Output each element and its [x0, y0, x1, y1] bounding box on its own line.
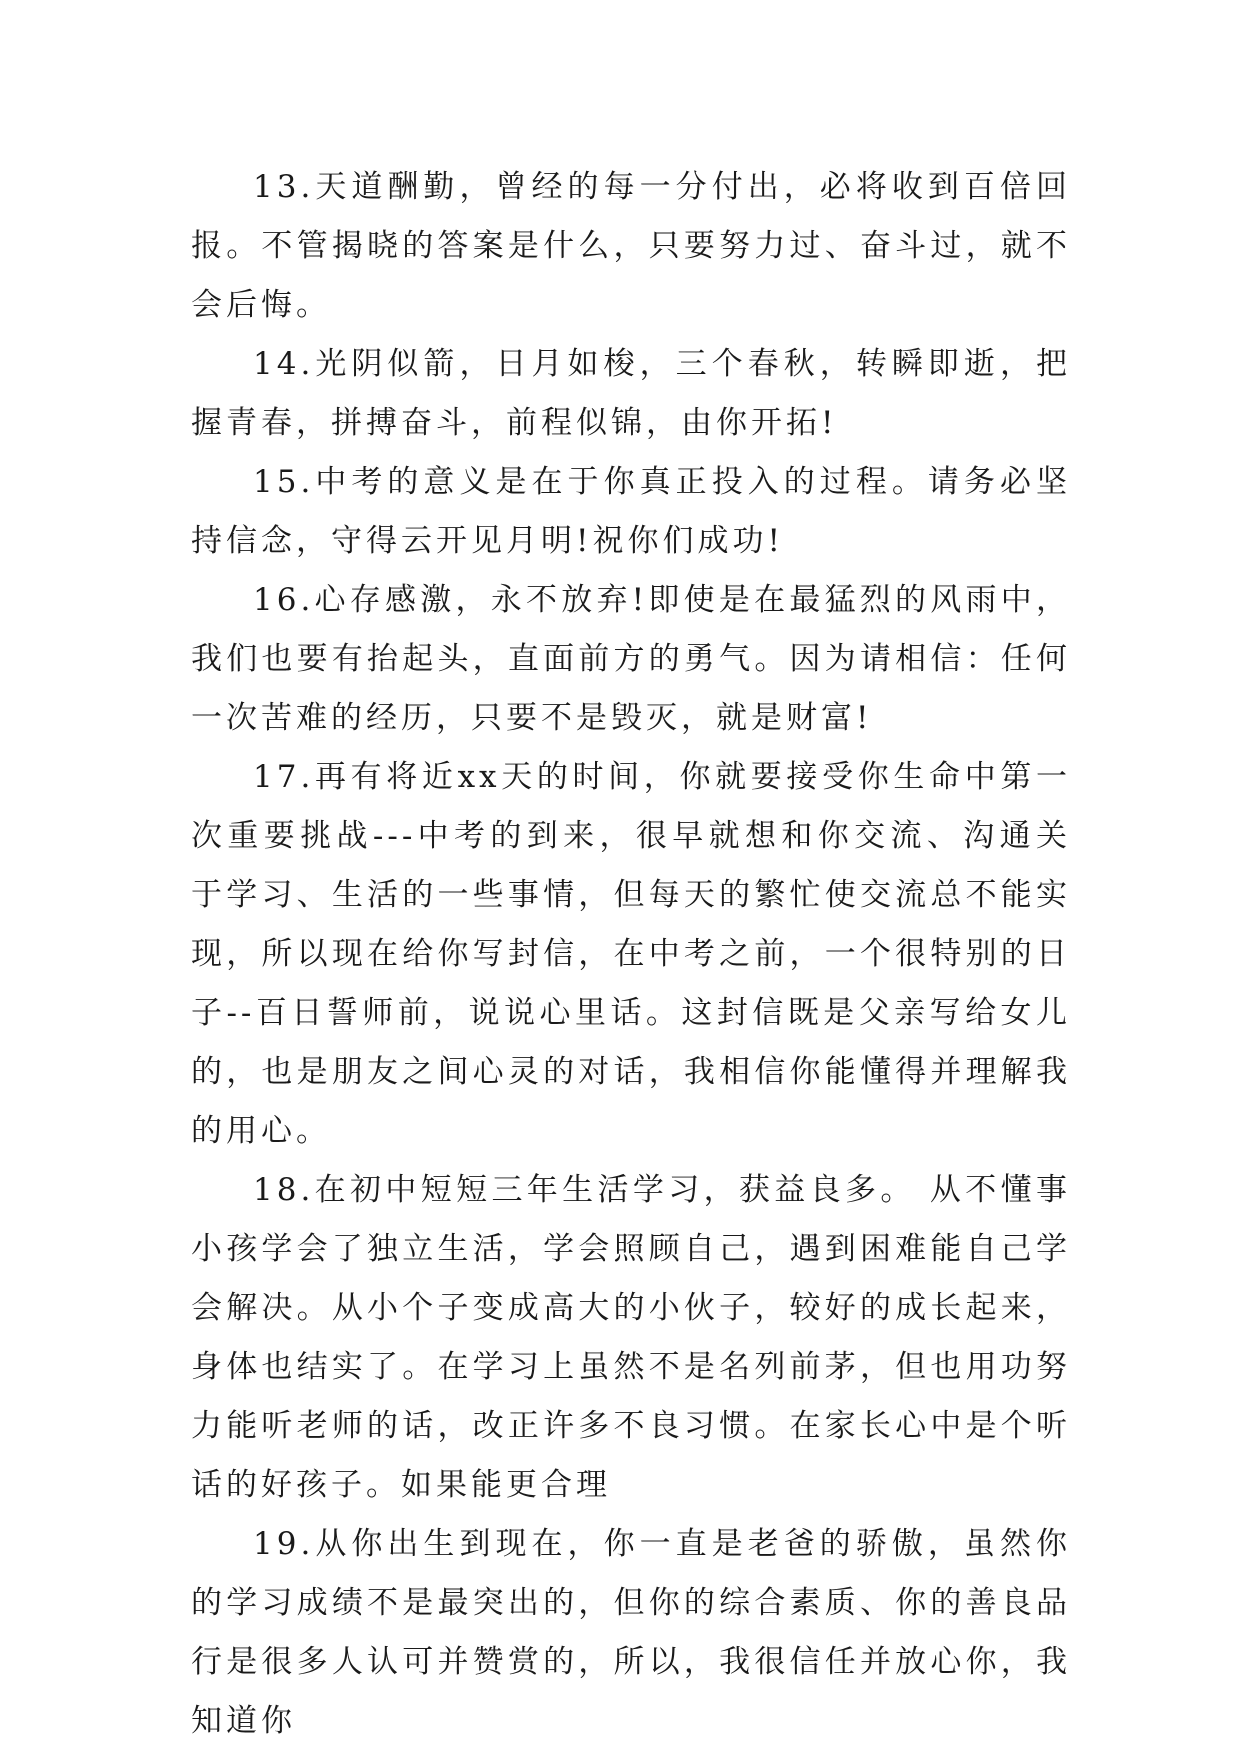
paragraph-14: 14.光阴似箭，日月如梭，三个春秋，转瞬即逝，把握青春，拼搏奋斗，前程似锦，由你开拓!: [191, 346, 1071, 441]
paragraph-13: 13.天道酬勤，曾经的每一分付出，必将收到百倍回报。不管揭晓的答案是什么，只要努力过、奋斗过，就不会后悔。: [191, 169, 1071, 323]
paragraph-19: 19.从你出生到现在，你一直是老爸的骄傲，虽然你的学习成绩不是最突出的，但你的综合素质、你的善良品行是很多人认可并赞赏的，所以，我很信任并放心你，我知道你: [191, 1526, 1071, 1739]
paragraph-18: 18.在初中短短三年生活学习，获益良多。 从不懂事小孩学会了独立生活，学会照顾自己，遇到困难能自己学会解决。从小个子变成高大的小伙子，较好的成长起来，身体也结实了。在学习上虽然不是名列前茅，但也用功努力能听老师的话，改正许多不良习惯。在家长心中是个听话的好孩子。如果能更合理: [191, 1172, 1071, 1503]
document-body: [191, 158, 1071, 1751]
paragraph-15: 15.中考的意义是在于你真正投入的过程。请务必坚持信念，守得云开见月明!祝你们成功!: [191, 464, 1071, 559]
paragraph-17: 17.再有将近xx天的时间，你就要接受你生命中第一次重要挑战---中考的到来，很早就想和你交流、沟通关于学习、生活的一些事情，但每天的繁忙使交流总不能实现，所以现在给你写封信，在中考之前，一个很特别的日子--百日誓师前，说说心里话。这封信既是父亲写给女儿的，也是朋友之间心灵的对话，我相信你能懂得并理解我的用心。: [191, 759, 1071, 1149]
paragraph-16: 16.心存感激，永不放弃!即使是在最猛烈的风雨中，我们也要有抬起头，直面前方的勇气。因为请相信：任何一次苦难的经历，只要不是毁灭，就是财富!: [191, 582, 1071, 736]
